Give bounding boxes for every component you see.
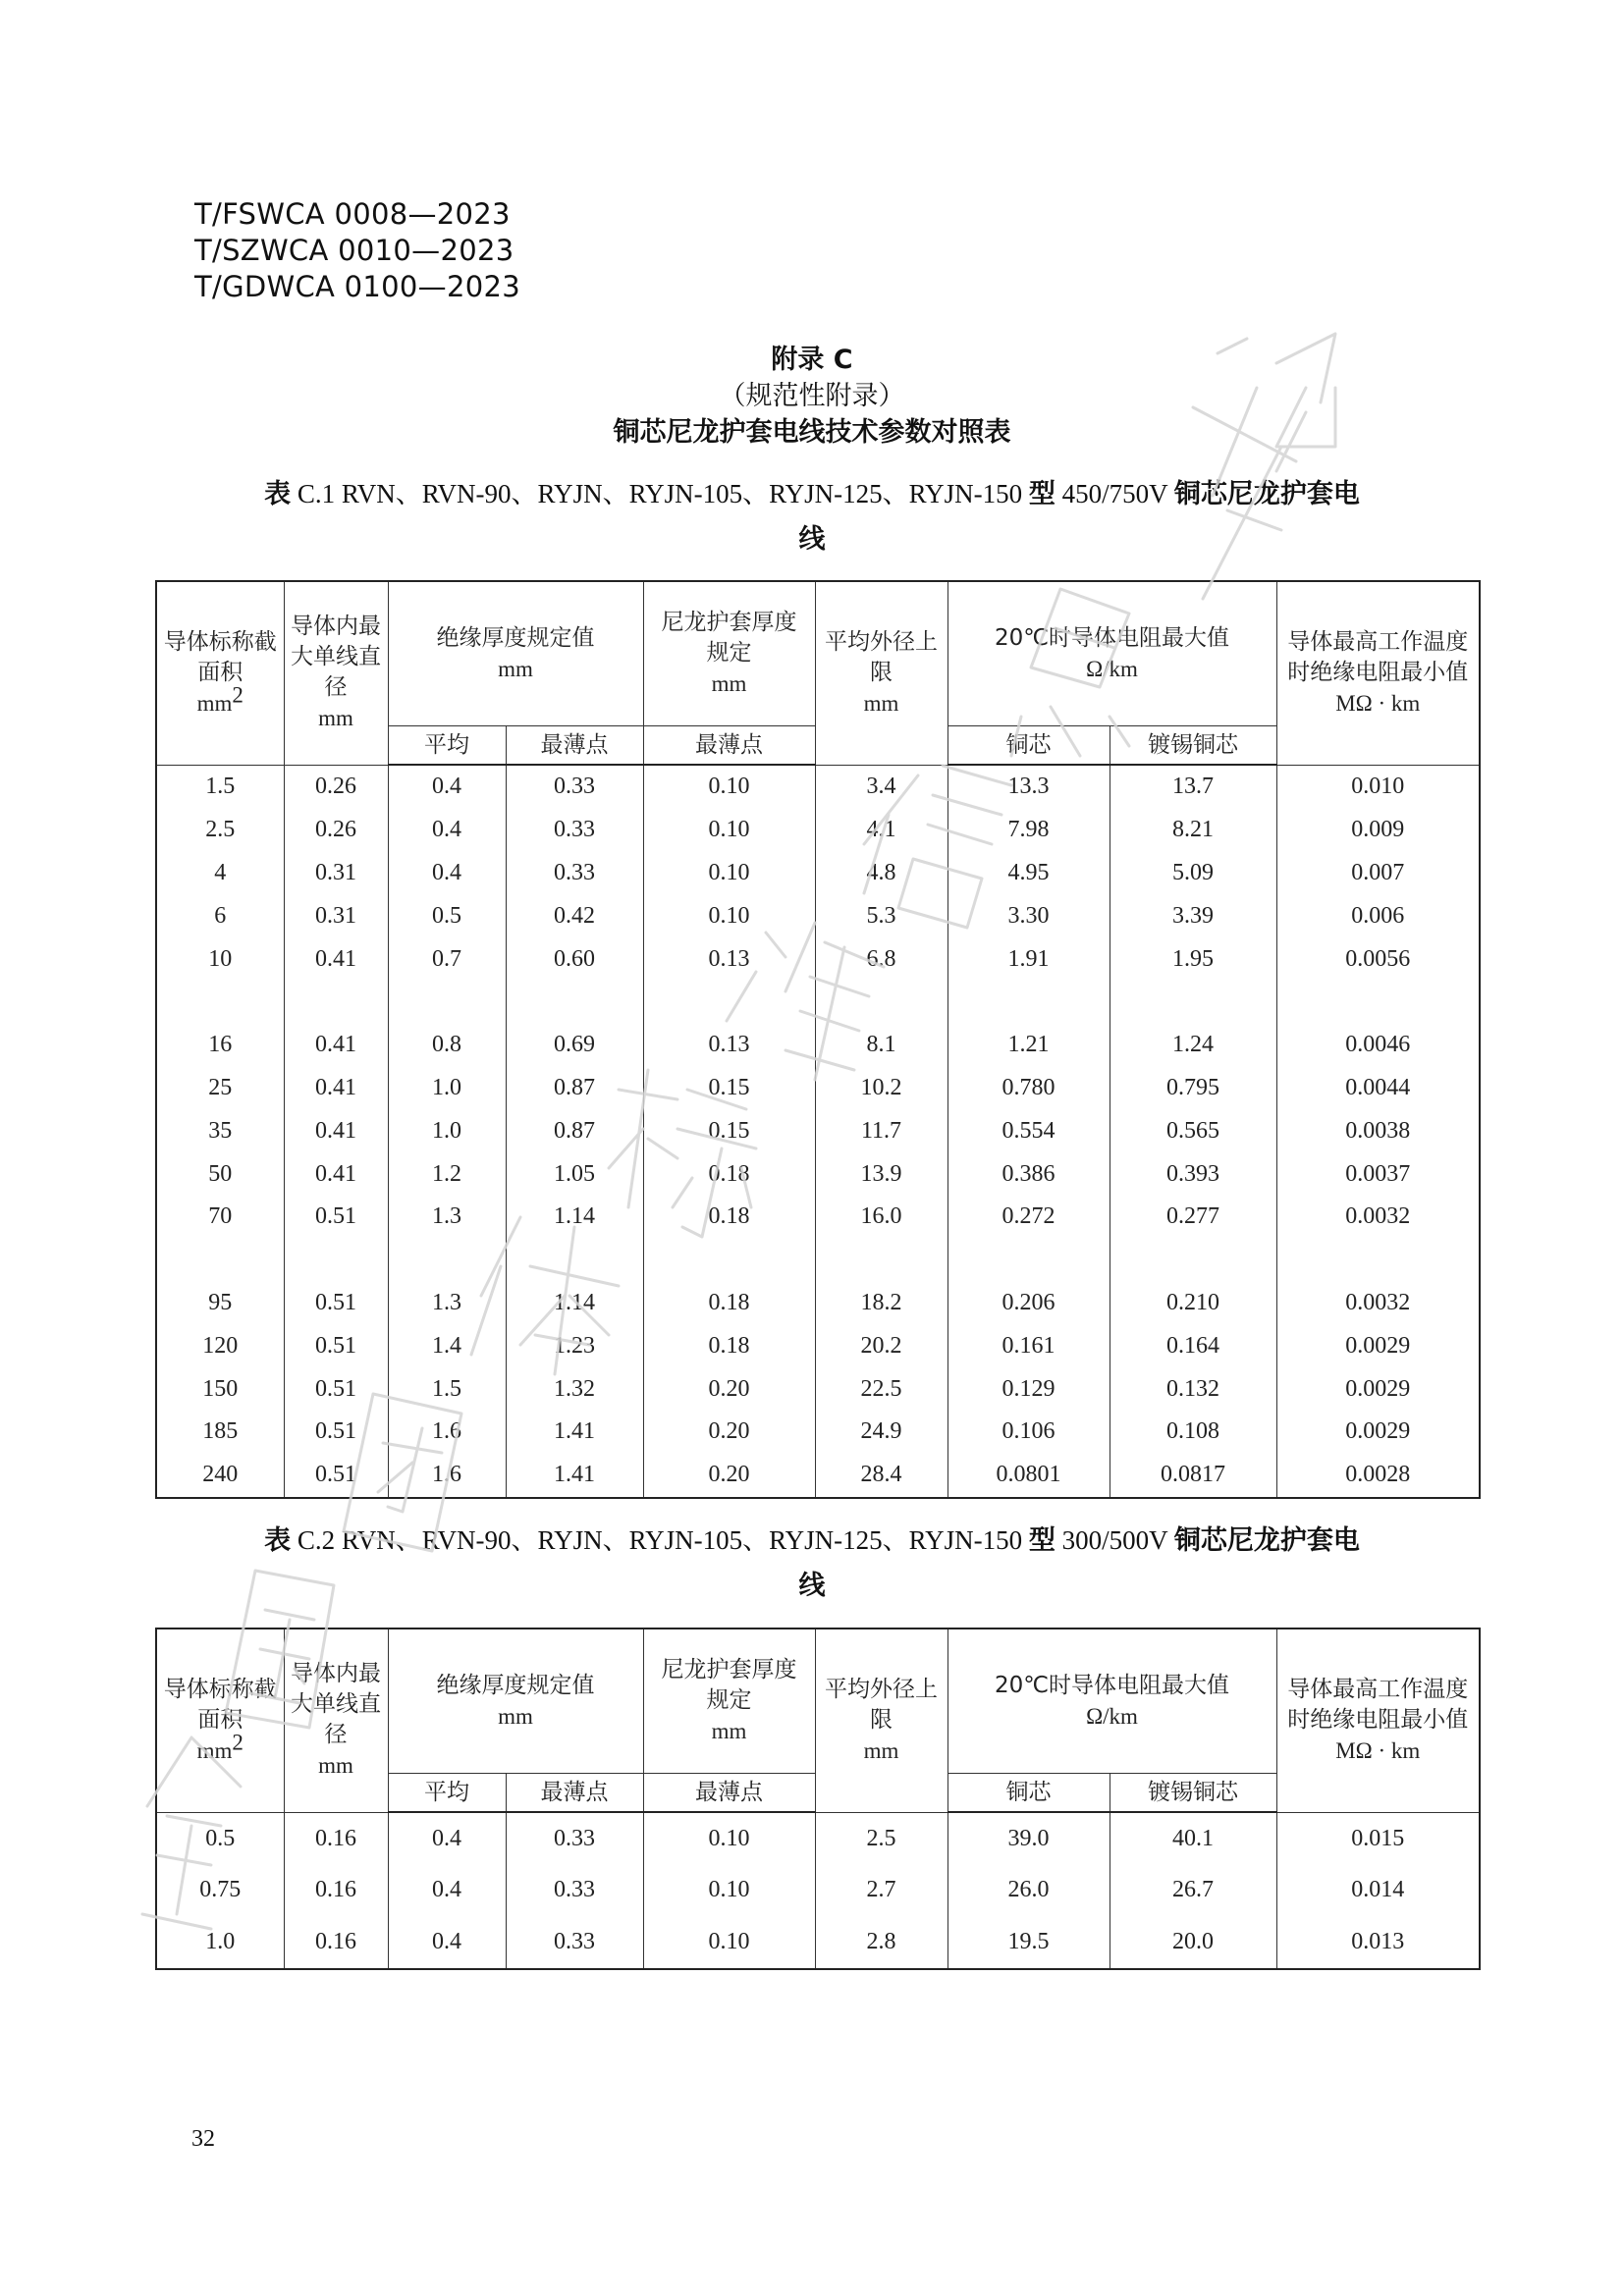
cell-sheath-min: 0.15	[643, 1109, 815, 1152]
cell-area: 95	[156, 1282, 284, 1325]
cell-sheath-min: 0.10	[643, 1865, 815, 1917]
table-row	[156, 1324, 1480, 1367]
caption-type: 型	[1028, 1525, 1056, 1556]
table-c1	[155, 580, 1481, 1499]
cell-resistance-tinned: 0.0817	[1110, 1454, 1276, 1498]
cell-wire-diameter: 0.41	[284, 1067, 388, 1110]
cell-outer-diameter: 2.7	[815, 1865, 947, 1917]
cell-area: 4	[156, 852, 284, 895]
header-area: 导体标称截 面积 $mm^2$	[156, 1629, 284, 1812]
cell-sheath-min: 0.10	[643, 765, 815, 809]
spacer-cell	[947, 981, 1110, 1024]
cell-area: 185	[156, 1411, 284, 1454]
spacer-cell	[388, 981, 506, 1024]
cell-area: 25	[156, 1067, 284, 1110]
cell-insulation-min: 0.42	[506, 894, 643, 937]
cell-insulation-resistance: 0.0028	[1276, 1454, 1480, 1498]
header-insulation-min: 最薄点	[506, 1774, 643, 1813]
cell-sheath-min: 0.20	[643, 1454, 815, 1498]
caption-suffix: 铜芯尼龙护套电	[1173, 479, 1360, 509]
cell-wire-diameter: 0.51	[284, 1411, 388, 1454]
cell-resistance-tinned: 0.795	[1110, 1067, 1276, 1110]
cell-insulation-resistance: 0.0029	[1276, 1411, 1480, 1454]
cell-insulation-resistance: 0.0029	[1276, 1367, 1480, 1411]
cell-insulation-avg: 0.4	[388, 765, 506, 809]
caption-prefix: 表	[264, 479, 292, 509]
cell-outer-diameter: 10.2	[815, 1067, 947, 1110]
cell-insulation-resistance: 0.013	[1276, 1916, 1480, 1969]
cell-sheath-min: 0.13	[643, 937, 815, 981]
cell-resistance-tinned: 0.164	[1110, 1324, 1276, 1367]
table-row	[156, 1152, 1480, 1196]
cell-insulation-avg: 1.6	[388, 1454, 506, 1498]
cell-outer-diameter: 24.9	[815, 1411, 947, 1454]
cell-resistance-copper: 1.21	[947, 1024, 1110, 1067]
spacer-cell	[1110, 1239, 1276, 1282]
row-spacer	[156, 981, 1480, 1024]
cell-insulation-min: 0.87	[506, 1109, 643, 1152]
row-spacer	[156, 1239, 1480, 1282]
cell-wire-diameter: 0.51	[284, 1454, 388, 1498]
cell-insulation-min: 0.33	[506, 1916, 643, 1969]
cell-insulation-avg: 1.3	[388, 1196, 506, 1239]
cell-resistance-copper: 3.30	[947, 894, 1110, 937]
table-c1-body	[156, 765, 1480, 1498]
cell-wire-diameter: 0.16	[284, 1812, 388, 1865]
standard-code: T/GDWCA 0100—2023	[194, 270, 520, 303]
cell-insulation-resistance: 0.009	[1276, 809, 1480, 852]
cell-outer-diameter: 6.8	[815, 937, 947, 981]
header-outer-diameter: 平均外径上 限 mm	[815, 1629, 947, 1812]
cell-resistance-tinned: 8.21	[1110, 809, 1276, 852]
cell-area: 0.5	[156, 1812, 284, 1865]
header-wire-diameter: 导体内最 大单线直 径 mm	[284, 1629, 388, 1812]
cell-wire-diameter: 0.41	[284, 1024, 388, 1067]
cell-insulation-avg: 1.3	[388, 1282, 506, 1325]
cell-outer-diameter: 16.0	[815, 1196, 947, 1239]
cell-sheath-min: 0.10	[643, 1812, 815, 1865]
cell-wire-diameter: 0.31	[284, 894, 388, 937]
cell-insulation-resistance: 0.0032	[1276, 1282, 1480, 1325]
cell-insulation-avg: 1.0	[388, 1109, 506, 1152]
header-tinned-copper: 镀锡铜芯	[1110, 1774, 1276, 1813]
cell-insulation-resistance: 0.010	[1276, 765, 1480, 809]
cell-wire-diameter: 0.51	[284, 1324, 388, 1367]
spacer-cell	[506, 1239, 643, 1282]
cell-insulation-resistance: 0.0044	[1276, 1067, 1480, 1110]
cell-resistance-copper: 0.129	[947, 1367, 1110, 1411]
cell-sheath-min: 0.20	[643, 1367, 815, 1411]
cell-area: 0.75	[156, 1865, 284, 1917]
cell-area: 35	[156, 1109, 284, 1152]
cell-insulation-avg: 1.6	[388, 1411, 506, 1454]
cell-resistance-tinned: 20.0	[1110, 1916, 1276, 1969]
table-row	[156, 852, 1480, 895]
spacer-cell	[284, 981, 388, 1024]
cell-area: 6	[156, 894, 284, 937]
cell-insulation-avg: 0.4	[388, 852, 506, 895]
cell-insulation-avg: 1.2	[388, 1152, 506, 1196]
cell-insulation-min: 1.41	[506, 1454, 643, 1498]
cell-insulation-min: 0.60	[506, 937, 643, 981]
cell-resistance-copper: 0.161	[947, 1324, 1110, 1367]
spacer-cell	[947, 1239, 1110, 1282]
cell-wire-diameter: 0.51	[284, 1196, 388, 1239]
table-c2	[155, 1628, 1481, 1970]
cell-resistance-tinned: 13.7	[1110, 765, 1276, 809]
cell-resistance-copper: 1.91	[947, 937, 1110, 981]
cell-outer-diameter: 3.4	[815, 765, 947, 809]
cell-resistance-copper: 4.95	[947, 852, 1110, 895]
cell-resistance-tinned: 26.7	[1110, 1865, 1276, 1917]
table-row	[156, 1812, 1480, 1865]
cell-insulation-min: 0.33	[506, 765, 643, 809]
cell-insulation-min: 0.87	[506, 1067, 643, 1110]
cell-area: 70	[156, 1196, 284, 1239]
table-row	[156, 765, 1480, 809]
table-row	[156, 1282, 1480, 1325]
cell-insulation-avg: 1.5	[388, 1367, 506, 1411]
cell-resistance-tinned: 5.09	[1110, 852, 1276, 895]
cell-area: 2.5	[156, 809, 284, 852]
table-c2-body	[156, 1812, 1480, 1969]
cell-wire-diameter: 0.51	[284, 1282, 388, 1325]
cell-sheath-min: 0.10	[643, 894, 815, 937]
header-insulation: 绝缘厚度规定值 mm	[388, 581, 643, 726]
header-resistance: 20℃时导体电阻最大值 Ω/km	[947, 581, 1276, 726]
cell-resistance-tinned: 0.210	[1110, 1282, 1276, 1325]
cell-resistance-tinned: 0.393	[1110, 1152, 1276, 1196]
cell-resistance-copper: 0.780	[947, 1067, 1110, 1110]
cell-outer-diameter: 20.2	[815, 1324, 947, 1367]
cell-sheath-min: 0.18	[643, 1282, 815, 1325]
appendix-title: 附录 C	[771, 345, 853, 375]
table-row	[156, 894, 1480, 937]
cell-resistance-copper: 0.206	[947, 1282, 1110, 1325]
header-wire-diameter: 导体内最 大单线直 径 mm	[284, 581, 388, 765]
table-row	[156, 1024, 1480, 1067]
cell-wire-diameter: 0.16	[284, 1916, 388, 1969]
cell-area: 50	[156, 1152, 284, 1196]
header-insulation-resistance: 导体最高工作温度 时绝缘电阻最小值 MΩ · km	[1276, 1629, 1480, 1812]
table-row	[156, 1367, 1480, 1411]
cell-area: 10	[156, 937, 284, 981]
spacer-cell	[815, 1239, 947, 1282]
table-row	[156, 1067, 1480, 1110]
cell-sheath-min: 0.10	[643, 1916, 815, 1969]
cell-outer-diameter: 18.2	[815, 1282, 947, 1325]
cell-insulation-resistance: 0.007	[1276, 852, 1480, 895]
header-tinned-copper: 镀锡铜芯	[1110, 726, 1276, 766]
header-sheath-min: 最薄点	[643, 726, 815, 766]
caption-type: 型	[1028, 479, 1056, 509]
cell-insulation-resistance: 0.014	[1276, 1865, 1480, 1917]
header-area: 导体标称截 面积 $mm^2$	[156, 581, 284, 765]
spacer-cell	[1276, 981, 1480, 1024]
cell-outer-diameter: 28.4	[815, 1454, 947, 1498]
cell-outer-diameter: 5.3	[815, 894, 947, 937]
cell-sheath-min: 0.10	[643, 852, 815, 895]
cell-wire-diameter: 0.41	[284, 1152, 388, 1196]
cell-area: 150	[156, 1367, 284, 1411]
cell-area: 1.0	[156, 1916, 284, 1969]
cell-sheath-min: 0.20	[643, 1411, 815, 1454]
cell-insulation-avg: 1.4	[388, 1324, 506, 1367]
cell-resistance-tinned: 0.277	[1110, 1196, 1276, 1239]
cell-insulation-resistance: 0.015	[1276, 1812, 1480, 1865]
table-row	[156, 1411, 1480, 1454]
cell-insulation-min: 1.41	[506, 1411, 643, 1454]
cell-resistance-copper: 0.554	[947, 1109, 1110, 1152]
caption-voltage: 300/500V	[1055, 1525, 1174, 1555]
cell-resistance-copper: 0.0801	[947, 1454, 1110, 1498]
cell-insulation-avg: 1.0	[388, 1067, 506, 1110]
cell-outer-diameter: 4.8	[815, 852, 947, 895]
cell-resistance-tinned: 40.1	[1110, 1812, 1276, 1865]
header-copper: 铜芯	[947, 1774, 1110, 1813]
caption-prefix: 表	[264, 1525, 292, 1556]
cell-resistance-copper: 0.272	[947, 1196, 1110, 1239]
cell-wire-diameter: 0.31	[284, 852, 388, 895]
table-c2-caption	[0, 1518, 1624, 1609]
header-insulation-min: 最薄点	[506, 726, 643, 766]
cell-insulation-resistance: 0.0037	[1276, 1152, 1480, 1196]
appendix-name: 铜芯尼龙护套电线技术参数对照表	[613, 417, 1011, 448]
header-insulation-resistance: 导体最高工作温度 时绝缘电阻最小值 MΩ · km	[1276, 581, 1480, 765]
cell-insulation-min: 1.32	[506, 1367, 643, 1411]
header-resistance: 20℃时导体电阻最大值 Ω/km	[947, 1629, 1276, 1774]
cell-outer-diameter: 4.1	[815, 809, 947, 852]
spacer-cell	[1276, 1239, 1480, 1282]
cell-insulation-resistance: 0.0038	[1276, 1109, 1480, 1152]
cell-resistance-copper: 0.106	[947, 1411, 1110, 1454]
caption-suffix: 铜芯尼龙护套电	[1173, 1525, 1360, 1556]
cell-insulation-resistance: 0.0056	[1276, 937, 1480, 981]
cell-sheath-min: 0.13	[643, 1024, 815, 1067]
cell-sheath-min: 0.18	[643, 1196, 815, 1239]
spacer-cell	[388, 1239, 506, 1282]
cell-insulation-avg: 0.4	[388, 1812, 506, 1865]
cell-outer-diameter: 2.5	[815, 1812, 947, 1865]
appendix-heading	[0, 342, 1624, 451]
cell-insulation-resistance: 0.0046	[1276, 1024, 1480, 1067]
table-row	[156, 1454, 1480, 1498]
table-row	[156, 937, 1480, 981]
header-sheath: 尼龙护套厚度 规定 mm	[643, 581, 815, 726]
spacer-cell	[284, 1239, 388, 1282]
cell-insulation-min: 0.33	[506, 809, 643, 852]
caption-models: C.1 RVN、RVN-90、RYJN、RYJN-105、RYJN-125、RYJN-150	[291, 479, 1029, 508]
standard-code: T/SZWCA 0010—2023	[194, 234, 514, 267]
cell-area: 240	[156, 1454, 284, 1498]
cell-insulation-resistance: 0.006	[1276, 894, 1480, 937]
header-sheath: 尼龙护套厚度 规定 mm	[643, 1629, 815, 1774]
header-insulation-avg: 平均	[388, 1774, 506, 1813]
cell-insulation-avg: 0.4	[388, 1916, 506, 1969]
cell-resistance-copper: 26.0	[947, 1865, 1110, 1917]
cell-sheath-min: 0.10	[643, 809, 815, 852]
cell-sheath-min: 0.15	[643, 1067, 815, 1110]
cell-resistance-tinned: 0.108	[1110, 1411, 1276, 1454]
spacer-cell	[1110, 981, 1276, 1024]
header-sheath-min: 最薄点	[643, 1774, 815, 1813]
caption-voltage: 450/750V	[1055, 479, 1174, 508]
cell-wire-diameter: 0.26	[284, 765, 388, 809]
cell-insulation-avg: 0.4	[388, 809, 506, 852]
cell-resistance-copper: 13.3	[947, 765, 1110, 809]
cell-insulation-min: 0.33	[506, 852, 643, 895]
table-row	[156, 809, 1480, 852]
cell-wire-diameter: 0.51	[284, 1367, 388, 1411]
caption-line2: 线	[798, 1571, 826, 1601]
cell-outer-diameter: 2.8	[815, 1916, 947, 1969]
cell-insulation-min: 1.14	[506, 1196, 643, 1239]
table-row	[156, 1865, 1480, 1917]
cell-insulation-avg: 0.5	[388, 894, 506, 937]
table-c1-caption	[0, 471, 1624, 562]
spacer-cell	[506, 981, 643, 1024]
cell-insulation-avg: 0.4	[388, 1865, 506, 1917]
cell-resistance-tinned: 1.95	[1110, 937, 1276, 981]
spacer-cell	[156, 981, 284, 1024]
cell-insulation-min: 0.33	[506, 1812, 643, 1865]
cell-resistance-copper: 19.5	[947, 1916, 1110, 1969]
header-outer-diameter: 平均外径上 限 mm	[815, 581, 947, 765]
cell-outer-diameter: 22.5	[815, 1367, 947, 1411]
table-row	[156, 1109, 1480, 1152]
cell-insulation-min: 0.69	[506, 1024, 643, 1067]
cell-outer-diameter: 11.7	[815, 1109, 947, 1152]
header-copper: 铜芯	[947, 726, 1110, 766]
caption-models: C.2 RVN、RVN-90、RYJN、RYJN-105、RYJN-125、RYJN-150	[291, 1525, 1029, 1555]
table-row	[156, 1196, 1480, 1239]
standard-code: T/FSWCA 0008—2023	[194, 197, 511, 231]
page-number: 32	[191, 2126, 215, 2152]
spacer-cell	[643, 1239, 815, 1282]
cell-outer-diameter: 8.1	[815, 1024, 947, 1067]
cell-resistance-tinned: 0.565	[1110, 1109, 1276, 1152]
cell-wire-diameter: 0.26	[284, 809, 388, 852]
cell-wire-diameter: 0.41	[284, 937, 388, 981]
cell-resistance-copper: 7.98	[947, 809, 1110, 852]
standard-codes	[194, 196, 520, 305]
cell-area: 120	[156, 1324, 284, 1367]
spacer-cell	[156, 1239, 284, 1282]
header-insulation: 绝缘厚度规定值 mm	[388, 1629, 643, 1774]
spacer-cell	[815, 981, 947, 1024]
cell-wire-diameter: 0.41	[284, 1109, 388, 1152]
cell-insulation-min: 1.05	[506, 1152, 643, 1196]
cell-insulation-resistance: 0.0029	[1276, 1324, 1480, 1367]
cell-sheath-min: 0.18	[643, 1152, 815, 1196]
cell-resistance-tinned: 1.24	[1110, 1024, 1276, 1067]
appendix-type: （规范性附录）	[719, 381, 905, 411]
cell-sheath-min: 0.18	[643, 1324, 815, 1367]
cell-insulation-min: 1.14	[506, 1282, 643, 1325]
cell-area: 1.5	[156, 765, 284, 809]
cell-insulation-avg: 0.7	[388, 937, 506, 981]
table-row	[156, 1916, 1480, 1969]
cell-insulation-resistance: 0.0032	[1276, 1196, 1480, 1239]
spacer-cell	[643, 981, 815, 1024]
cell-area: 16	[156, 1024, 284, 1067]
cell-resistance-copper: 39.0	[947, 1812, 1110, 1865]
header-insulation-avg: 平均	[388, 726, 506, 766]
caption-line2: 线	[798, 524, 826, 555]
cell-wire-diameter: 0.16	[284, 1865, 388, 1917]
cell-insulation-avg: 0.8	[388, 1024, 506, 1067]
cell-resistance-tinned: 3.39	[1110, 894, 1276, 937]
cell-outer-diameter: 13.9	[815, 1152, 947, 1196]
cell-resistance-tinned: 0.132	[1110, 1367, 1276, 1411]
cell-insulation-min: 1.23	[506, 1324, 643, 1367]
cell-resistance-copper: 0.386	[947, 1152, 1110, 1196]
cell-insulation-min: 0.33	[506, 1865, 643, 1917]
